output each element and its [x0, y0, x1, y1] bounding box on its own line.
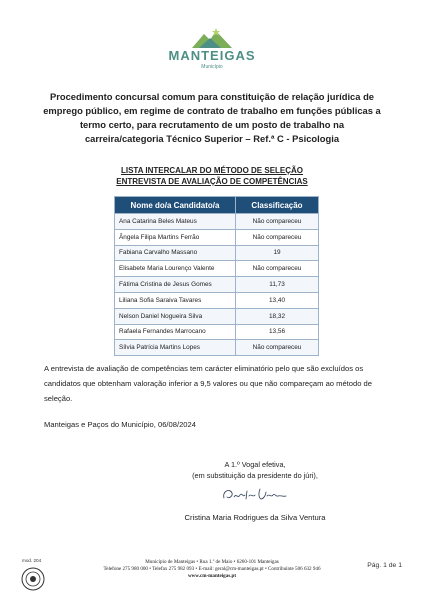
- list-title-line-1: LISTA INTERCALAR DO MÉTODO DE SELEÇÃO: [120, 166, 304, 175]
- footer-contacts: [0, 559, 424, 580]
- table-row: [115, 261, 319, 277]
- candidate-name: Ângela Filipa Martins Ferrão: [115, 229, 236, 245]
- candidate-score: Não compareceu: [236, 340, 319, 356]
- signature-block: [160, 459, 350, 523]
- form-reference: mod. 204: [22, 558, 42, 563]
- candidate-name: Ana Catarina Beles Mateus: [115, 214, 236, 230]
- procedure-heading: Procedimento concursal comum para constituição de relação jurídica de emprego público, em regime de contrato de trabalho em funções públicas a termo certo, para recrutamento de um posto de trabalho na carreira/categoria Técnico Superior – Ref.ª C - Psicologia: [43, 91, 381, 144]
- table-row: [115, 277, 319, 293]
- candidate-score: 11,73: [236, 277, 319, 293]
- signer-role: A 1.º Vogal efetiva,: [224, 460, 286, 469]
- mountain-logo-icon: [190, 28, 234, 50]
- candidate-name: Fátima Cristina de Jesus Gomes: [115, 277, 236, 293]
- header-name: Nome do/a Candidato/a: [115, 197, 236, 214]
- candidate-score: 13,56: [236, 324, 319, 340]
- candidate-name: Fabiana Carvalho Massano: [115, 245, 236, 261]
- signer-note: (em substituição da presidente do júri),: [192, 471, 318, 480]
- list-title-line-2: ENTREVISTA DE AVALIAÇÃO DE COMPETÊNCIAS: [116, 177, 308, 186]
- candidate-name: Rafaela Fernandes Marrocano: [115, 324, 236, 340]
- results-table: [114, 196, 319, 356]
- table-row: [115, 324, 319, 340]
- page-number: Pág. 1 de 1: [367, 562, 402, 569]
- candidate-name: Sílvia Patrícia Martins Lopes: [115, 340, 236, 356]
- table-row: [115, 245, 319, 261]
- header-score: Classificação: [236, 197, 319, 214]
- handwritten-signature-icon: [220, 485, 290, 505]
- candidate-name: Nelson Daniel Nogueira Silva: [115, 308, 236, 324]
- candidate-name: Liliana Sofia Saraiva Tavares: [115, 292, 236, 308]
- table-row: [115, 340, 319, 356]
- table-row: [115, 308, 319, 324]
- table-header-row: [115, 197, 319, 214]
- logo-subtitle: Município: [201, 64, 223, 70]
- elimination-note: A entrevista de avaliação de competências tem carácter eliminatório pelo que são excluídos os candidatos que obtenham valoração inferior a 9,5 valores ou que não compareçam ao método de seleção.: [44, 364, 373, 403]
- candidate-score: Não compareceu: [236, 214, 319, 230]
- candidate-score: Não compareceu: [236, 261, 319, 277]
- candidate-score: Não compareceu: [236, 229, 319, 245]
- candidate-score: 19: [236, 245, 319, 261]
- table-row: [115, 292, 319, 308]
- municipality-logo: [0, 28, 424, 70]
- signer-name: Cristina Maria Rodrigues da Silva Ventura: [184, 513, 326, 522]
- list-title: [0, 165, 424, 187]
- candidate-name: Elisabete Maria Lourenço Valente: [115, 261, 236, 277]
- place-date: Manteigas e Paços do Município, 06/08/2024: [44, 420, 196, 429]
- footer-address: Município de Manteigas • Rua 1.º de Maio • 6260-101 Manteigas: [145, 559, 279, 565]
- candidate-score: 18,32: [236, 308, 319, 324]
- footer-website-link[interactable]: www.cm-manteigas.pt: [187, 573, 237, 579]
- table-row: [115, 229, 319, 245]
- logo-wordmark: MANTEIGAS: [168, 48, 256, 63]
- table-row: [115, 214, 319, 230]
- candidate-score: 13,40: [236, 292, 319, 308]
- footer-phone: Telefone 275 980 000 • Telefax 275 982 093 • E-mail: geral@cm-manteigas.pt • Contribuinte 506 632 946: [103, 566, 321, 572]
